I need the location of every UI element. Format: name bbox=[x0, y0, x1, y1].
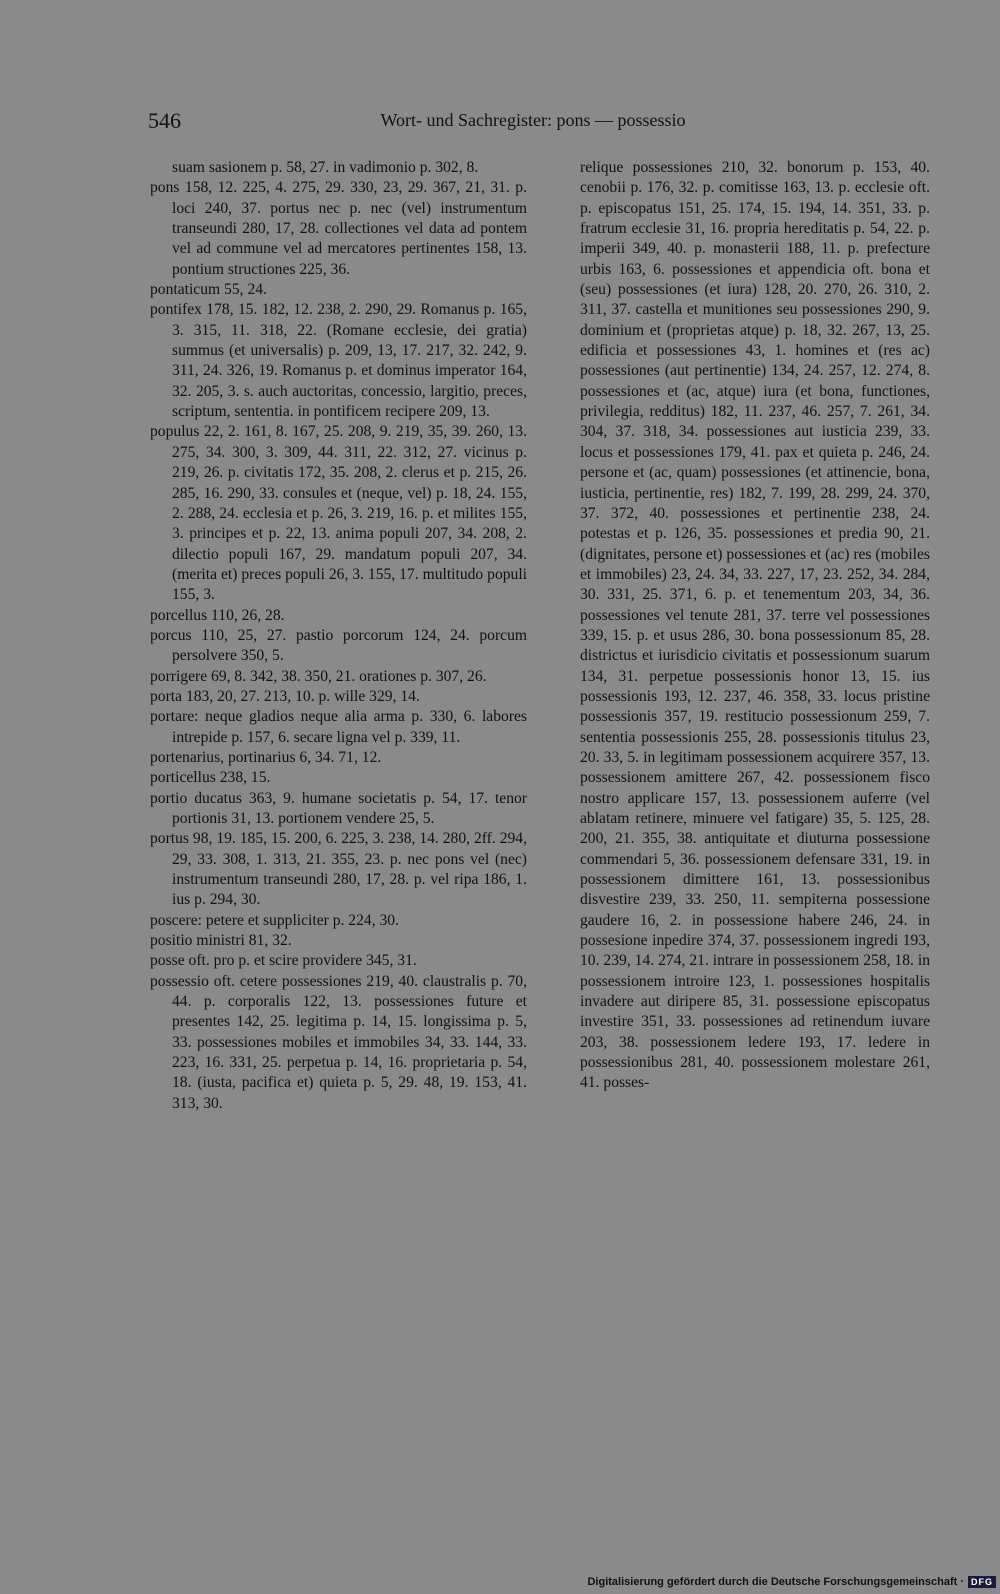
left-column bbox=[150, 158, 527, 1114]
index-entry-poscere: poscere: petere et suppliciter p. 224, 30. bbox=[150, 911, 399, 929]
index-entry-portare: portare: neque gladios neque alia arma p. 330, 6. labores intrepide p. 157, 6. secare ligna vel p. 339, 11. bbox=[150, 708, 527, 746]
index-entry-porcus: porcus 110, 25, 27. pastio porcorum 124, 24. porcum persolvere 350, 5. bbox=[150, 626, 527, 665]
index-entry-portus: portus 98, 19. 185, 15. 200, 6. 225, 3. 238, 14. 280, 2ff. 294, 29, 33. 308, 1. 313, 21. 355, 23. p. nec pons vel (nec) instrumentum transeundi 280, 17, 28. p. vel ripa 186, 1. ius p. 294, 30. bbox=[150, 830, 527, 909]
index-entry-pontifex: pontifex 178, 15. 182, 12. 238, 2. 290, 29. Romanus p. 165, 3. 315, 11. 318, 22. (Romane ecclesie, dei gratia) summus (et universalis) p. 209, 13, 17. 217, 32. 242, 9. 311, 24. 326, 19. Romanus p. et dominus imperator 164, 32. 205, 3. s. auch auctoritas, concessio, largitio, preces, scriptum, sententia. in pontificem recipere 209, 13. bbox=[150, 301, 527, 421]
index-entry-porcellus: porcellus 110, 26, 28. bbox=[150, 606, 285, 624]
page-footer bbox=[587, 1573, 1000, 1591]
page-number: 546 bbox=[148, 108, 181, 133]
index-entry-portio: portio ducatus 363, 9. humane societatis p. 54, 17. tenor portionis 31, 13. portionem vendere 25, 5. bbox=[150, 789, 527, 827]
possessio-continuation: relique possessiones 210, 32. bonorum p. 153, 40. cenobii p. 176, 32. p. comitisse 163, 13. p. ecclesie oft. p. episcopatus 151, 25. 174, 15. 194, 14. 351, 33. p. fratrum ecclesie 31, 16. propria hereditatis p. 54, 22. p. imperii 349, 40. p. monasterii 188, 11. p. prefecture urbis 163, 6. possessiones et appendicia oft. bona et (seu) possessiones (et iura) 128, 20. 270, 26. 310, 2. 311, 37. castella et munitiones seu possessiones 290, 9. dominium et (proprietas atque) p. 18, 32. 267, 13, 25. edificia et possessiones 43, 1. homines et (res ac) possessiones (aut pertinentie) 134, 24. 257, 12. 274, 8. possessiones et (ac, atque) iura (et bona, functiones, privilegia, redditus) 182, 11. 237, 46. 257, 7. 261, 34. 304, 37. 318, 34. possessiones aut iusticia 239, 33. locus et possessiones 179, 41. pax et quieta p. 246, 24. persone et (ac, quam) possessiones (et attinencie, bona, iusticia, pertinentie, res) 182, 7. 199, 28. 299, 24. 370, 37. 372, 40. possessiones et pertinentie 238, 24. potestas et p. 126, 35. possessiones et predia 90, 21. (dignitates, persone et) possessiones et (ac) res (mobiles et immobiles) 23, 24. 34, 33. 227, 17, 23. 252, 34. 284, 30. 331, 25. 371, 6. p. et tenementum 203, 34, 36. possessiones vel tenute 281, 37. terre vel possessiones 339, 15. p. et usus 286, 30. bona possessionum 85, 28. districtus et iurisdicio civitatis et possessionum suarum 134, 31. perpetue possessionis honor 13, 15. ius possessionis 193, 12. 237, 46. 358, 33. locus pristine possessionis 357, 19. restitucio possessionum 259, 7. sententia possessionis 255, 28. possessionis titulus 23, 20. 33, 5. in legitimam possessionem acquirere 357, 13. possessionem amittere 267, 42. possessionem fisco nostro applicare 157, 13. possessionem auferre (vel ablatam retinere, minuere vel fatigare) 35, 5. 125, 28. 200, 21. 355, 38. antiquitate et diuturna possessione commendari 5, 36. possessionem defensare 331, 19. in possessionem dimittere 161, 13. possessionibus disvestire 239, 33. 250, 11. sempiterna possessione gaudere 16, 2. in possessione habere 246, 24. in possesione inpedire 374, 37. possessionem ingredi 193, 10. 239, 14. 274, 21. intrare in possessionem 258, 18. in possessionem introire 123, 1. possessiones hospitalis invadere aut diripere 85, 31. possessione episcopatus investire 351, 33. possessiones ad retinendum iuvare 203, 38. possessionem ledere 193, 17. ledere in possessionibus 281, 40. possessionem molestare 261, 41. posses- bbox=[580, 159, 930, 1092]
index-entry-porrigere: porrigere 69, 8. 342, 38. 350, 21. orationes p. 307, 26. bbox=[150, 667, 487, 685]
dfg-logo: DFG bbox=[968, 1576, 996, 1588]
page-header bbox=[148, 108, 918, 138]
index-entry-posse: posse oft. pro p. et scire providere 345, 31. bbox=[150, 952, 417, 970]
index-entry-possessio: possessio oft. cetere possessiones 219, 40. claustralis p. 70, 44. p. corporalis 122, 13. possessiones future et presentes 142, 25. legitima p. 14, 15. longissima p. 5, 33. possessiones mobiles et immobiles 34, 33. 144, 33. 223, 16. 331, 25. perpetua p. 14, 16. proprietaria p. 54, 18. (iusta, pacifica et) quieta p. 5, 29. 48, 19. 153, 41. 313, 30. bbox=[150, 972, 527, 1112]
index-entry-pons: pons 158, 12. 225, 4. 275, 29. 330, 23, 29. 367, 21, 31. p. loci 240, 37. portus nec p. nec (vel) instrumentum transeundi 280, 17, 28. collectiones vel data ad pontem vel ad commune vel ad mercatores pertinentes 158, 13. pontium structiones 225, 36. bbox=[150, 179, 527, 278]
index-entry-portenarius: portenarius, portinarius 6, 34. 71, 12. bbox=[150, 748, 382, 766]
digitization-credit: Digitalisierung gefördert durch die Deutsche Forschungsgemeinschaft · bbox=[587, 1576, 964, 1588]
index-entry-porticellus: porticellus 238, 15. bbox=[150, 769, 271, 787]
index-entry-populus: populus 22, 2. 161, 8. 167, 25. 208, 9. 219, 35, 39. 260, 13. 275, 34. 300, 3. 309, 44. 311, 22. 312, 27. vicinus p. 219, 26. p. civitatis 172, 35. 208, 2. clerus et p. 215, 26. 285, 16. 290, 33. consules et (neque, vel) p. 18, 24. 155, 2. 288, 24. ecclesia et p. 26, 3. 219, 16. p. et milites 155, 3. principes et p. 22, 13. anima populi 207, 34. 208, 2. dilectio populi 167, 29. mandatum populi 207, 34. (merita et) preces populi 26, 3. 155, 17. multitudo populi 155, 3. bbox=[150, 423, 527, 604]
running-title: Wort- und Sachregister: pons — possessio bbox=[380, 110, 686, 130]
continuation-text: suam sasionem p. 58, 27. in vadimonio p. 302, 8. bbox=[172, 159, 479, 176]
right-column bbox=[580, 158, 930, 1094]
index-entry-pontaticum: pontaticum 55, 24. bbox=[150, 281, 267, 299]
index-entry-porta: porta 183, 20, 27. 213, 10. p. wille 329, 14. bbox=[150, 687, 420, 705]
index-entry-positio: positio ministri 81, 32. bbox=[150, 932, 292, 950]
